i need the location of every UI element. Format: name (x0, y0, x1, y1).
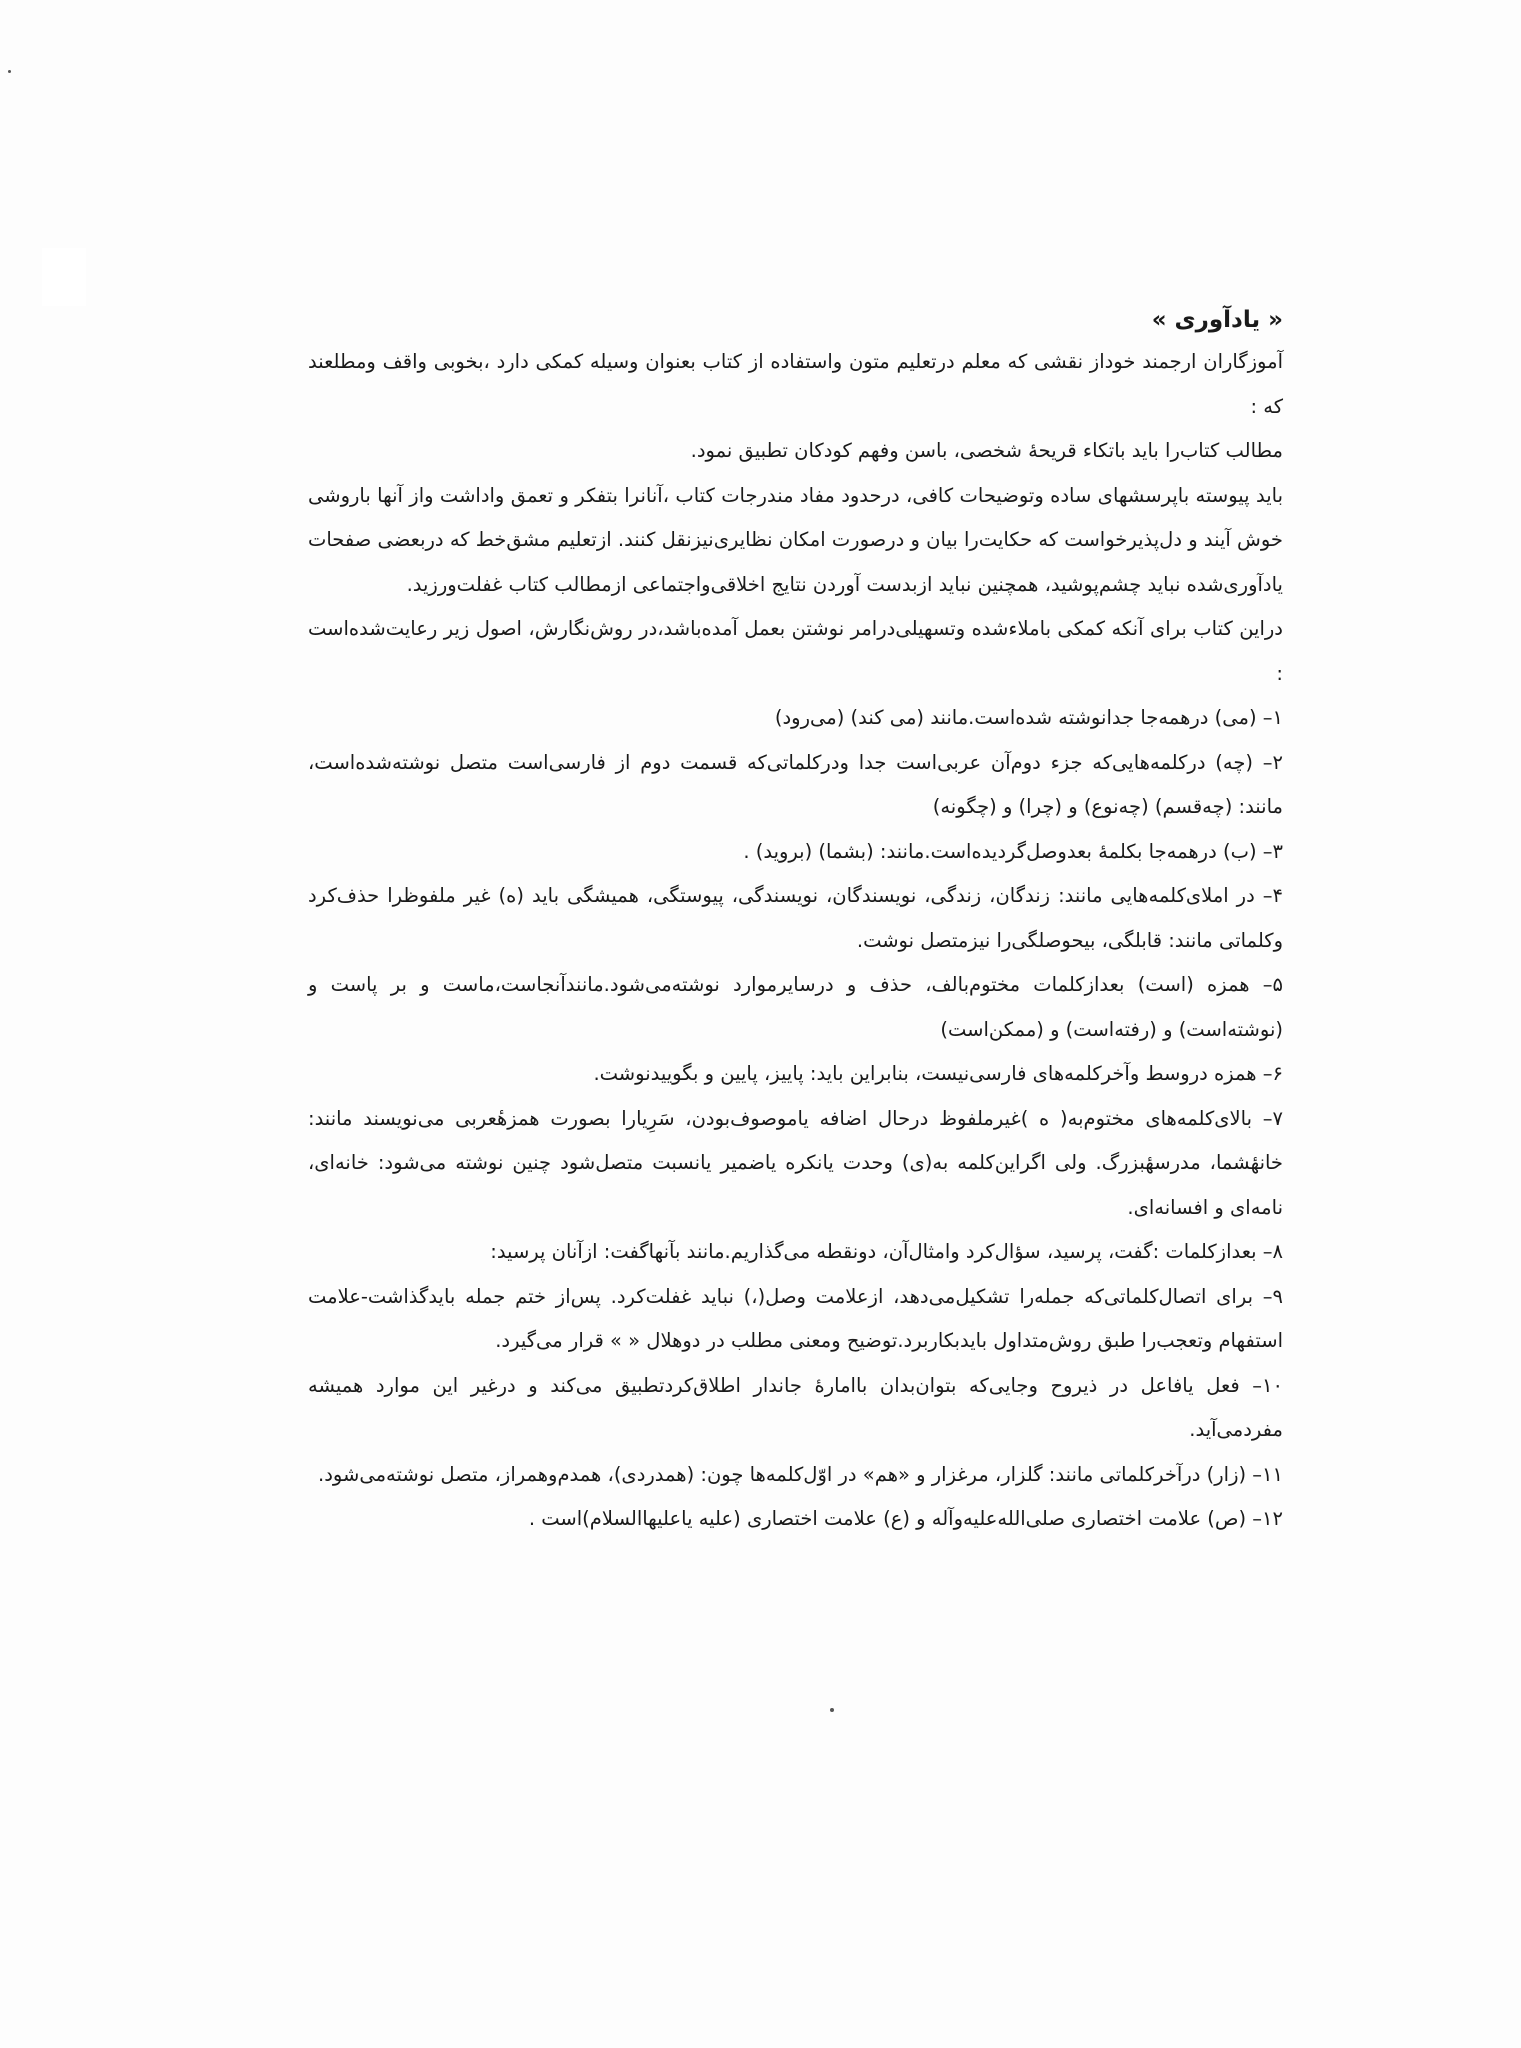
rule-item-11: ۱۱– (زار) درآخرکلماتی‌ مانند: گلزار، مرغزار و «هم» در اوّل‌کلمه‌ها چون: (همدردی)، همدم‌وهمراز، متصل نوشته‌می‌شود. (318, 1462, 1283, 1486)
rule-item-8: ۸– بعدازکلمات :گفت، پرسید، سؤال‌کرد وامثال‌آن، دونقطه می‌گذاریم.مانند بآنهاگفت: ازآنان پرسید: (490, 1240, 1283, 1263)
rule-item-5: ۵– همزه (است) بعدازکلمات مختوم‌بالف، حذف و درسایرموارد نوشته‌می‌شود.مانندآنجاست،ماست و بر پاست و (نوشته‌است) و (رفته‌است) و (ممکن‌است) (308, 973, 1283, 1041)
rule-item-2: ۲– (چه) درکلمه‌هایی‌که جزء دوم‌آن عربی‌است جدا ودرکلماتی‌که قسمت دوم از فارسی‌است متصل نوشته‌شده‌است، مانند: (چه‌قسم) (چه‌نوع) و (چرا) و (چگونه) (308, 750, 1283, 818)
paragraph: باید پیوسته باپرسشهای ساده وتوضیحات کافی، درحدود مفاد مندرجات کتاب ،آنانرا بتفکر و تعمق واداشت واز آنها باروشی خوش آیند و دل‌پذیرخواست که حکایت‌را بیان و درصورت امکان نظایری‌نیزنقل کنند. ازتعلیم مشق‌خط که دربعضی صفحات یادآوری‌شده نباید چشم‌پوشید، همچنین نباید ازبدست آوردن نتایج اخلاقی‌واجتماعی ازمطالب کتاب غفلت‌ورزید. (308, 483, 1283, 596)
intro-paragraph: آموزگاران ارجمند خوداز نقشی که معلم درتعلیم متون واستفاده از کتاب بعنوان وسیله کمکی دارد ،بخوبی واقف ومطلعند که : (308, 350, 1283, 418)
scan-speck (830, 1708, 834, 1712)
scan-speck (8, 70, 11, 73)
rule-item-6: ۶– همزه دروسط وآخرکلمه‌های فارسی‌نیست، بنابراین باید: پاییز، پایین و بگوییدنوشت. (593, 1062, 1283, 1085)
rule-item-4: ۴– در املای‌کلمه‌هایی مانند: زندگان، زندگی، نویسندگان، نویسندگی، پیوستگی، همیشگی باید (ه) غیر ملفوظرا حذف‌کرد وکلماتی مانند: قابلگی، بیحوصلگی‌را نیزمتصل نوشت. (308, 884, 1283, 952)
rule-item-9: ۹– برای اتصال‌کلماتی‌که جمله‌را تشکیل‌می‌دهد، ازعلامت وصل(،) نباید غفلت‌کرد. پس‌از ختم جمله بایدگذاشت-علامت استفهام وتعجب‌را طبق روش‌متداول بایدبکاربرد.توضیح ومعنی مطلب در دوهلال « » قرار می‌گیرد. (308, 1284, 1283, 1352)
rule-item-12: ۱۲– (ص) علامت اختصاری صلی‌الله‌علیه‌وآله و (ع) علامت اختصاری (علیه یاعلیهاالسلام)است . (528, 1507, 1283, 1530)
rule-item-1: ۱– (می) درهمه‌جا جدانوشته شده‌است.مانند (می کند) (می‌رود) (774, 706, 1283, 729)
document-body (308, 300, 1283, 1542)
document-title: « یادآوری » (1151, 307, 1283, 333)
rule-item-10: ۱۰– فعل یافاعل در ذیروح وجایی‌که بتوان‌بدان باامارهٔ جاندار اطلاق‌کردتطبیق می‌کند و درغیر این موارد همیشه مفردمی‌آید. (308, 1373, 1283, 1441)
paragraph: مطالب کتاب‌را باید باتکاء قریحهٔ شخصی، باسن وفهم کودکان تطبیق نمود. (690, 439, 1283, 462)
rule-item-7: ۷– بالای‌کلمه‌های مختوم‌به( ه )غیرملفوظ درحال اضافه یاموصوف‌بودن، سَرِیارا بصورت همزهٔعربی می‌نویسند مانند: خانهٔشما، مدرسهٔبزرگ. ولی اگراین‌کلمه به(ی) وحدت یانکره یاضمیر یانسبت متصل‌شود چنین نوشته می‌شود: خانه‌ای، نامه‌ای و افسانه‌ای. (308, 1106, 1283, 1219)
paragraph: دراین کتاب برای آنکه کمکی باملاءشده وتسهیلی‌درامر نوشتن بعمل آمده‌باشد،در روش‌نگارش، اصول زیر رعایت‌شده‌است : (308, 617, 1283, 685)
scan-artifact (42, 248, 86, 306)
rule-item-3: ۳– (ب) درهمه‌جا بکلمهٔ بعدوصل‌گردیده‌است.مانند: (بشما) (بروید) . (743, 839, 1283, 863)
